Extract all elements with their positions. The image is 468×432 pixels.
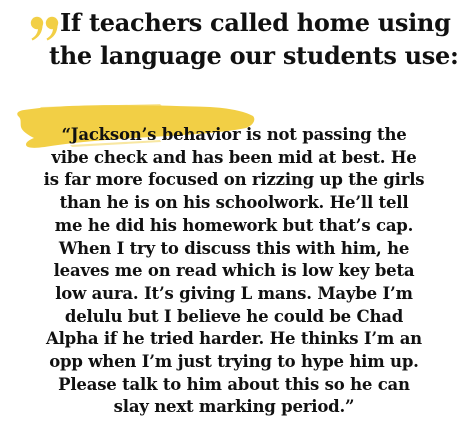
- quote-line: When I try to discuss this with him, he: [58, 238, 410, 258]
- headline-line-2: the language our students use:: [49, 41, 459, 70]
- quote-line: is far more focused on rizzing up the girls: [43, 170, 425, 190]
- quote-line: leaves me on read which is low key beta: [53, 261, 415, 281]
- quote-line: vibe check and has been mid at best. He: [51, 147, 417, 167]
- headline-line-1: If teachers called home using: [60, 8, 451, 37]
- quote-line: me he did his homework but that’s cap.: [54, 215, 414, 235]
- quote-line: opp when I’m just trying to hype him up.: [49, 352, 419, 372]
- quote-line: “Jackson’s behavior is not passing the: [61, 125, 407, 144]
- quote-line: Alpha if he tried harder. He thinks I’m an: [46, 329, 422, 349]
- quote-line: than he is on his schoolwork. He’ll tell: [59, 193, 409, 213]
- headline: [49, 6, 464, 72]
- quote-line: slay next marking period.”: [113, 397, 355, 417]
- quote-body: [0, 124, 468, 419]
- quote-line: low aura. It’s giving L mans. Maybe I’m: [55, 283, 413, 303]
- quote-line: delulu but I believe he could be Chad: [64, 306, 404, 326]
- quote-line: Please talk to him about this so he can: [58, 374, 410, 394]
